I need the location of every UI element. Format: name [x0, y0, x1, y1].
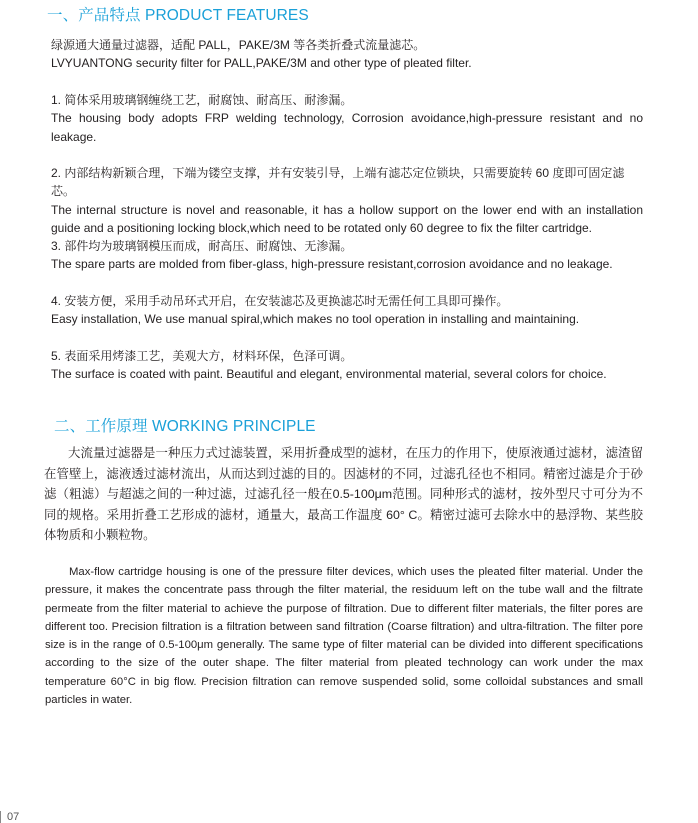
feature-item-1	[51, 91, 643, 146]
working-principle-en: Max-flow cartridge housing is one of the pressure filter devices, which uses the pleated filter material. Under the pressure, it makes the concentrate pass through the filter material, the residuum left on the tube wall and the filtrate permeate from the filter material to achieve the purpose of filtration. Due to different filter materials, the filter pores are different too. Precision filtration is a filtration between sand filtration (Coarse filtration) and ultra-filtration. The filter pore size is in the range of 0.5-100μm generally. The same type of filter material can be divided into different specifications according to the size of the outer shape. The filter material from pleated technology can work under the max temperature 60°C in big flow. Precision filtration can remove suspended solid, some colloidal substances and small particles in water.	[45, 566, 643, 707]
feature-zh: 4. 安装方便，采用手动吊环式开启，在安装滤芯及更换滤芯时无需任何工具即可操作。	[51, 294, 509, 308]
feature-en: The spare parts are molded from fiber-glass, high-pressure resistant,corrosion avoidance and no leakage.	[51, 257, 613, 272]
feature-en: Easy installation, We use manual spiral,which makes no tool operation in installing and maintaining.	[51, 312, 580, 327]
intro-zh: 绿源通大通量过滤器，适配 PALL，PAKE/3M 等各类折叠式流量滤芯。	[51, 38, 426, 52]
feature-item-2	[51, 164, 643, 238]
feature-item-3	[51, 237, 643, 274]
feature-item-4	[51, 292, 643, 329]
page-number: 07	[0, 811, 19, 823]
feature-item-5	[51, 347, 643, 384]
feature-zh: 3. 部件均为玻璃钢模压而成，耐高压、耐腐蚀、无渗漏。	[51, 239, 353, 253]
section-heading-working-principle: 二、工作原理 WORKING PRINCIPLE	[54, 418, 316, 435]
working-principle-zh: 大流量过滤器是一种压力式过滤装置，采用折叠成型的滤材，在压力的作用下，使原液通过滤材，滤渣留在管壁上，滤液透过滤材流出，从而达到过滤的目的。因滤材的不同，过滤孔径也不相同。精密过滤是介于砂滤（粗滤）与超滤之间的一种过滤，过滤孔径一般在0.5-100μm范围。同种形式的滤材，按外型尺寸可分为不同的规格。采用折叠工艺形成的滤材，通量大，最高工作温度 60° C。精密过滤可去除水中的悬浮物、某些胶体物质和小颗粒物。	[44, 446, 643, 542]
section-heading-product-features: 一、产品特点 PRODUCT FEATURES	[47, 7, 309, 24]
feature-en: The housing body adopts FRP welding technology, Corrosion avoidance,high-pressure resistant and no leakage.	[51, 111, 643, 144]
feature-zh: 1. 简体采用玻璃钢缠绕工艺，耐腐蚀、耐高压、耐渗漏。	[51, 93, 353, 107]
feature-en: The internal structure is novel and reasonable, it has a hollow support on the lower end with an installation guide and a positioning locking block,which need to be rotated only 60 degree to fix the filter cartridge.	[51, 202, 643, 236]
feature-en: The surface is coated with paint. Beautiful and elegant, environmental material, several colors for choice.	[51, 367, 607, 382]
intro-en: LVYUANTONG security filter for PALL,PAKE/3M and other type of pleated filter.	[51, 56, 472, 70]
intro-block	[51, 36, 651, 72]
feature-zh: 5. 表面采用烤漆工艺，美观大方，材料环保，色泽可调。	[51, 349, 353, 363]
feature-zh: 2. 内部结构新颖合理，下端为镂空支撑，并有安装引导，上端有滤芯定位锁块，只需要旋转 60 度即可固定滤芯。	[51, 166, 625, 199]
